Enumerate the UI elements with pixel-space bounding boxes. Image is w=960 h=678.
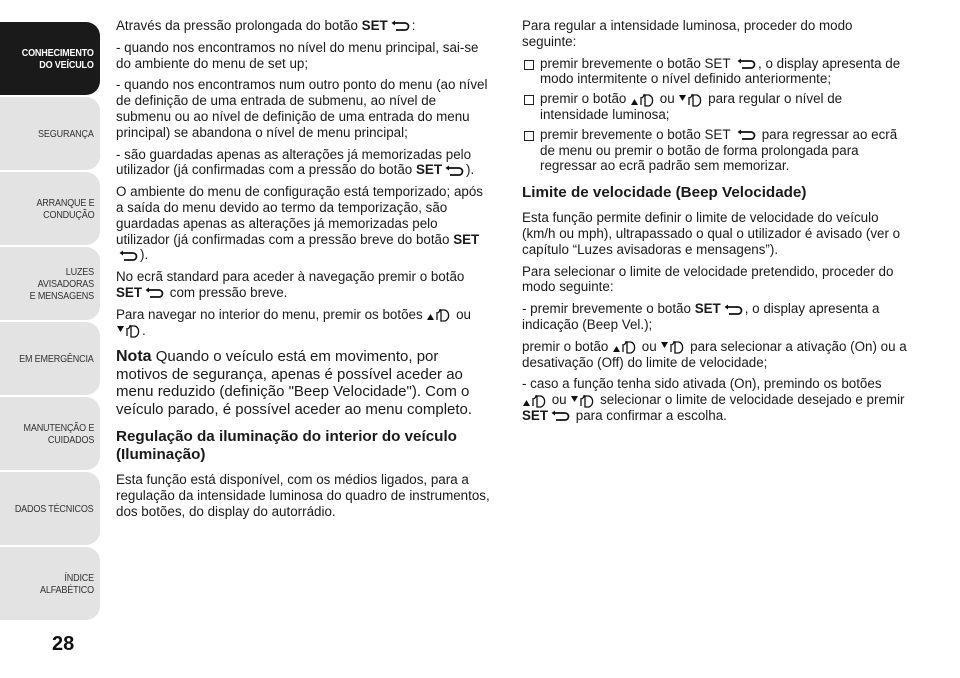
set-button-icon: [550, 410, 570, 422]
set-button-icon: [444, 165, 464, 177]
tab-label: ARRANQUE E CONDUÇÃO: [36, 196, 94, 221]
bullet-item: premir brevemente o botão SET para regressar ao ecrã de menu ou premir o botão de forma prolongada para regressar ao ecrã padrão sem memorizar.: [522, 127, 910, 174]
tab-label: SEGURANÇA: [38, 127, 94, 140]
tab-label: MANUTENÇÃO E CUIDADOS: [23, 421, 94, 446]
paragraph: - quando nos encontramos num outro ponto do menu (ao nível de definição de uma entrada de submenu, ao nível de submenu ou ao nível de definição de uma entrada do menu principal) se abandona o nível de menu principal;: [116, 77, 488, 140]
tab-dados-tecnicos[interactable]: [0, 472, 100, 545]
tab-arranque-e-conducao[interactable]: [0, 172, 100, 245]
set-button-icon: [390, 20, 410, 32]
set-button-icon: [144, 287, 164, 299]
paragraph: - quando nos encontramos no nível do menu principal, sai-se do ambiente do menu de set up;: [116, 39, 479, 71]
down-arrow-button-icon: [678, 93, 704, 107]
tab-label: CONHECIMENTO DO VEÍCULO: [21, 46, 94, 71]
tab-indice-alfabetico[interactable]: [0, 547, 100, 620]
tab-seguranca[interactable]: [0, 97, 100, 170]
paragraph: O ambiente do menu de configuração está temporizado; após a saída do menu devido ao termo da temporização, são guardadas apenas as alterações já memorizadas pelo utilizador (já confirmadas com a pressão breve do botão SET).: [116, 184, 483, 263]
set-button-icon: [736, 129, 756, 141]
up-arrow-button-icon: [522, 394, 548, 408]
paragraph: - são guardadas apenas as alterações já memorizadas pelo utilizador (já confirmadas com a pressão do botão SET ).: [116, 146, 475, 178]
paragraph: Esta função permite definir o limite de velocidade do veículo (km/h ou mph), ultrapassado o qual o utilizador é avisado (ver o capítulo “Luzes avisadoras e mensagens”).: [522, 210, 901, 257]
tab-label: EM EMERGÊNCIA: [19, 352, 94, 365]
section-heading: Regulação da iluminação do interior do veículo (Iluminação): [116, 428, 457, 464]
paragraph: - premir brevemente o botão SET , o display apresenta a indicação (Beep Vel.);: [522, 301, 880, 332]
tab-conhecimento-do-veiculo[interactable]: [0, 22, 100, 95]
text-column-left: [116, 18, 494, 526]
down-arrow-button-icon: [660, 340, 686, 354]
tab-manutencao-e-cuidados[interactable]: [0, 397, 100, 470]
paragraph: Esta função está disponível, com os médios ligados, para a regulação da intensidade luminosa do quadro de instrumentos, dos botões, do display do autorrádio.: [116, 472, 490, 519]
paragraph: Para navegar no interior do menu, premir os botões ou .: [116, 306, 472, 338]
paragraph: Para selecionar o limite de velocidade pretendido, proceder do modo seguinte:: [522, 263, 894, 295]
up-arrow-button-icon: [426, 308, 452, 322]
paragraph: Para regular a intensidade luminosa, proceder do modo seguinte:: [522, 18, 853, 49]
bullet-item: premir o botão ou para regular o nível de intensidade luminosa;: [522, 91, 910, 123]
tab-luzes-avisadoras[interactable]: [0, 247, 100, 320]
down-arrow-button-icon: [570, 394, 596, 408]
tab-label: DADOS TÉCNICOS: [15, 502, 94, 515]
section-heading: Limite de velocidade (Beep Velocidade): [522, 184, 807, 202]
set-label: SET: [522, 407, 549, 423]
up-arrow-button-icon: [612, 340, 638, 354]
paragraph: No ecrã standard para aceder à navegação premir o botão SET com pressão breve.: [116, 269, 465, 300]
set-label: SET: [694, 301, 721, 317]
tab-label: ÍNDICE ALFABÉTICO: [40, 571, 94, 596]
set-button-icon: [736, 58, 756, 70]
down-arrow-button-icon: [116, 324, 142, 338]
set-button-icon: [118, 250, 138, 262]
paragraph: Através da pressão prolongada do botão SET :: [116, 18, 416, 33]
paragraph: premir o botão ou para selecionar a ativação (On) ou a desativação (Off) do limite de velocidade;: [522, 338, 907, 370]
paragraph: - caso a função tenha sido ativada (On), premindo os botões ou selecionar o limite de velocidade desejado e premir SET para confirmar a escolha.: [522, 376, 905, 423]
set-label: SET: [453, 231, 480, 247]
page-number: 28: [52, 633, 75, 655]
note-label: Nota: [116, 348, 152, 366]
bullet-item: premir brevemente o botão SET , o display apresenta de modo intermitente o nível definido anteriormente;: [522, 56, 910, 88]
chapter-index-sidebar: [0, 22, 100, 622]
tab-em-emergencia[interactable]: [0, 322, 100, 395]
note-paragraph: Nota Quando o veículo está em movimento, por motivos de segurança, apenas é possível aceder ao menu reduzido (definição "Beep Velocidade"). Com o veículo parado, é possível aceder ao menu completo.: [116, 348, 473, 418]
text-column-right: [522, 18, 910, 430]
set-label: SET: [415, 162, 443, 178]
set-button-icon: [723, 304, 743, 316]
set-label: SET: [116, 284, 143, 300]
tab-label: LUZES AVISADORAS E MENSAGENS: [29, 265, 94, 302]
up-arrow-button-icon: [630, 93, 656, 107]
set-label: SET: [361, 18, 388, 33]
